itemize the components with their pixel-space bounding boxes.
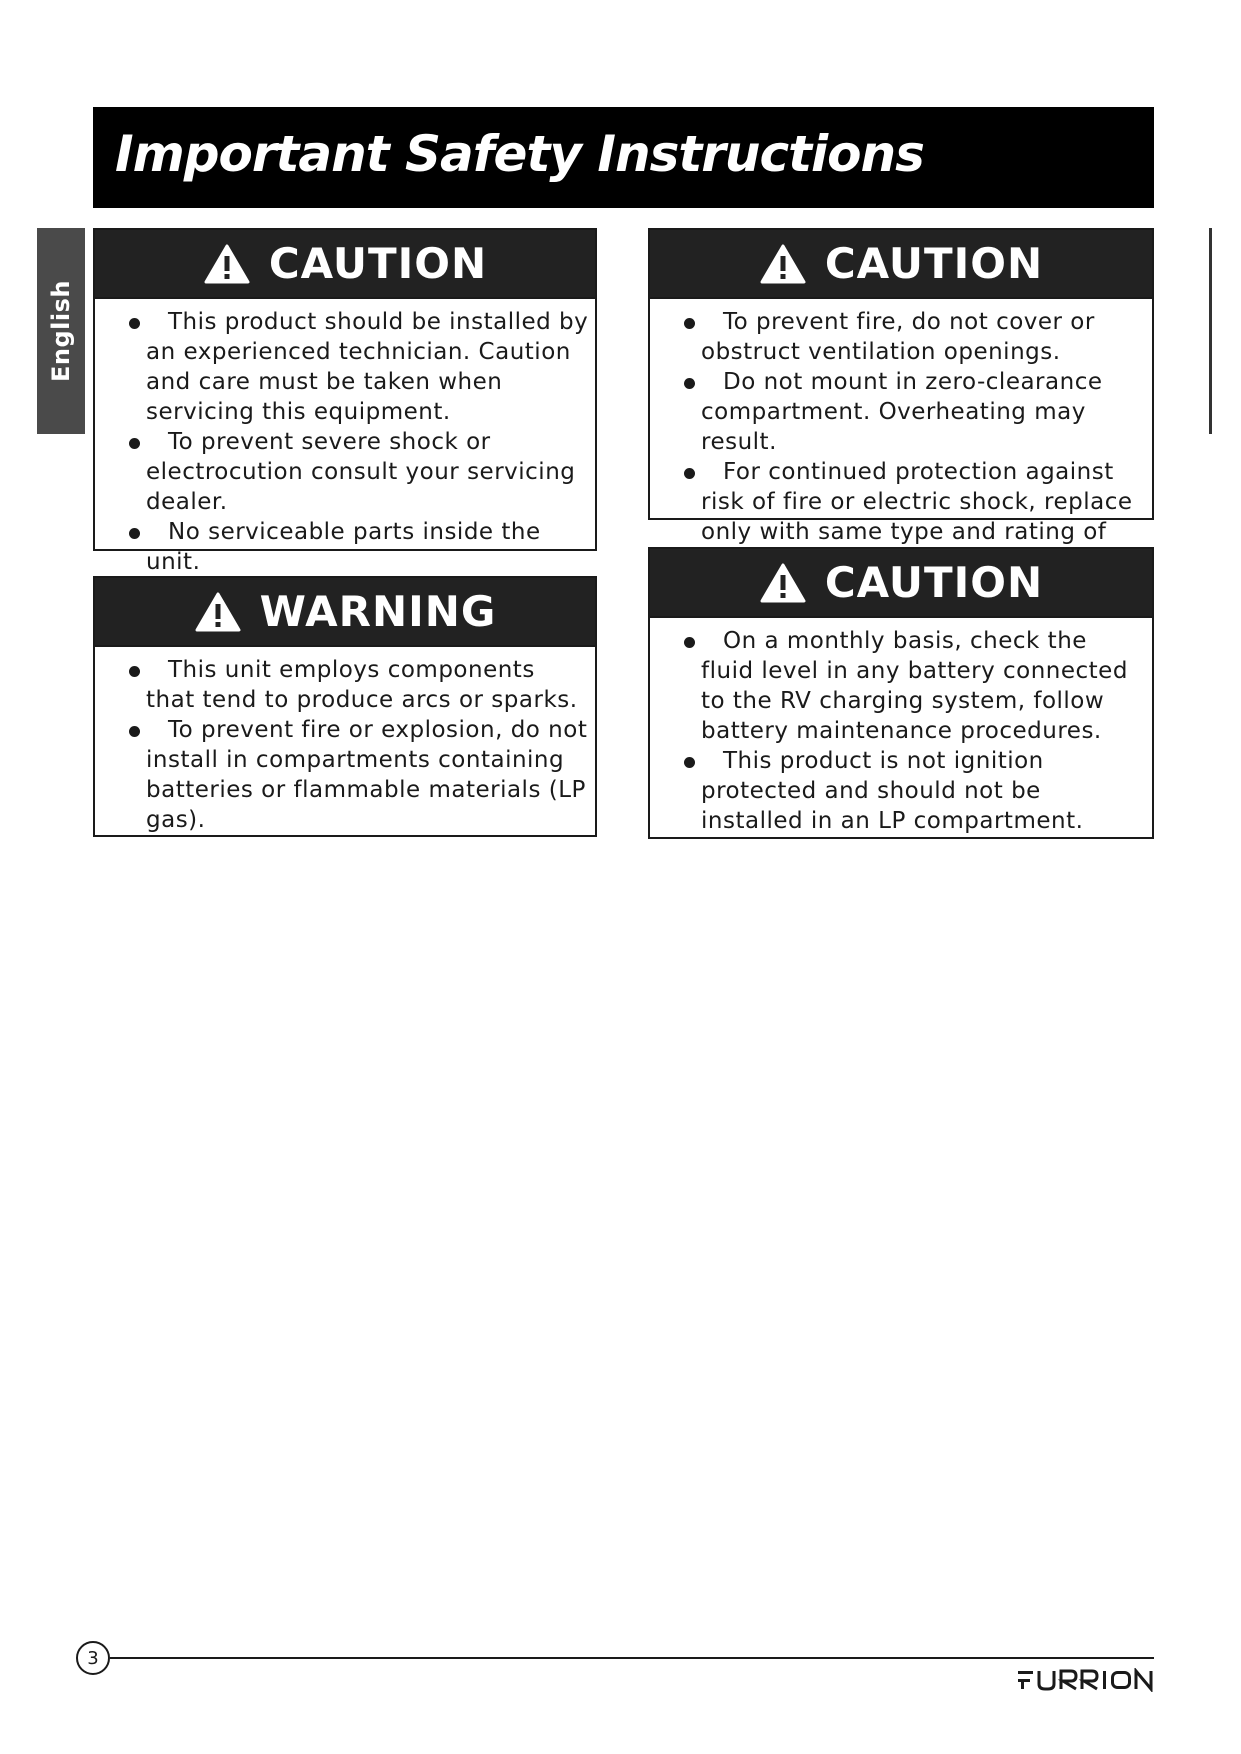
caution-box-installation [93, 228, 597, 575]
bullet-icon [129, 318, 140, 329]
bullet-list [650, 626, 1146, 836]
bullet-list [95, 655, 589, 835]
warning-triangle-icon [759, 243, 807, 285]
list-item: To prevent severe shock or electrocution consult your servicing dealer. [95, 427, 589, 517]
bullet-icon [684, 637, 695, 648]
warning-triangle-icon [759, 562, 807, 604]
page-number-badge [76, 1641, 110, 1675]
list-item: This product should be installed by an experienced technician. Caution and care must be taken when servicing this equipment. [95, 307, 589, 427]
title-bar [93, 107, 1154, 208]
language-tab[interactable] [37, 228, 85, 434]
language-tab-label: English [47, 280, 75, 382]
page-number: 3 [87, 1647, 99, 1669]
bullet-list [95, 307, 589, 577]
list-item: To prevent fire, do not cover or obstruct ventilation openings. [650, 307, 1146, 367]
warning-triangle-icon [203, 243, 251, 285]
list-item: For continued protection against risk of fire or electric shock, replace only with same type and rating of [650, 457, 1146, 577]
page-title: Important Safety Instructions [115, 125, 924, 183]
list-item: Do not mount in zero-clearance compartment. Overheating may result. [650, 367, 1146, 457]
caution-box-ventilation [648, 228, 1154, 545]
box-header [95, 230, 595, 299]
furrion-logo [1017, 1668, 1155, 1692]
box-heading: CAUTION [824, 557, 1044, 607]
warning-box-sparks [93, 576, 597, 837]
box-heading: WARNING [259, 586, 497, 636]
list-item: No serviceable parts inside the unit. [95, 517, 589, 577]
list-item: To prevent fire or explosion, do not install in compartments containing batteries or flammable materials (LP gas). [95, 715, 589, 835]
bullet-icon [129, 666, 140, 677]
caution-box-battery [648, 547, 1154, 839]
bullet-icon [129, 528, 140, 539]
warning-triangle-icon [194, 591, 242, 633]
footer-rule [110, 1657, 1154, 1659]
box-body [95, 647, 595, 839]
box-header [650, 230, 1152, 299]
bullet-icon [129, 438, 140, 449]
box-body [650, 299, 1152, 581]
list-item: This unit employs components that tend to produce arcs or sparks. [95, 655, 589, 715]
list-item: This product is not ignition protected and should not be installed in an LP compartment. [650, 746, 1146, 836]
box-body [95, 299, 595, 581]
box-header [95, 578, 595, 647]
box-header [650, 549, 1152, 618]
margin-rule [1209, 228, 1212, 434]
bullet-icon [684, 468, 695, 479]
box-heading: CAUTION [824, 238, 1044, 288]
bullet-icon [684, 318, 695, 329]
bullet-icon [129, 726, 140, 737]
box-heading: CAUTION [268, 238, 488, 288]
bullet-icon [684, 757, 695, 768]
list-item: On a monthly basis, check the fluid level in any battery connected to the RV charging system, follow battery maintenance procedures. [650, 626, 1146, 746]
bullet-list [650, 307, 1146, 577]
box-body [650, 618, 1152, 840]
bullet-icon [684, 378, 695, 389]
